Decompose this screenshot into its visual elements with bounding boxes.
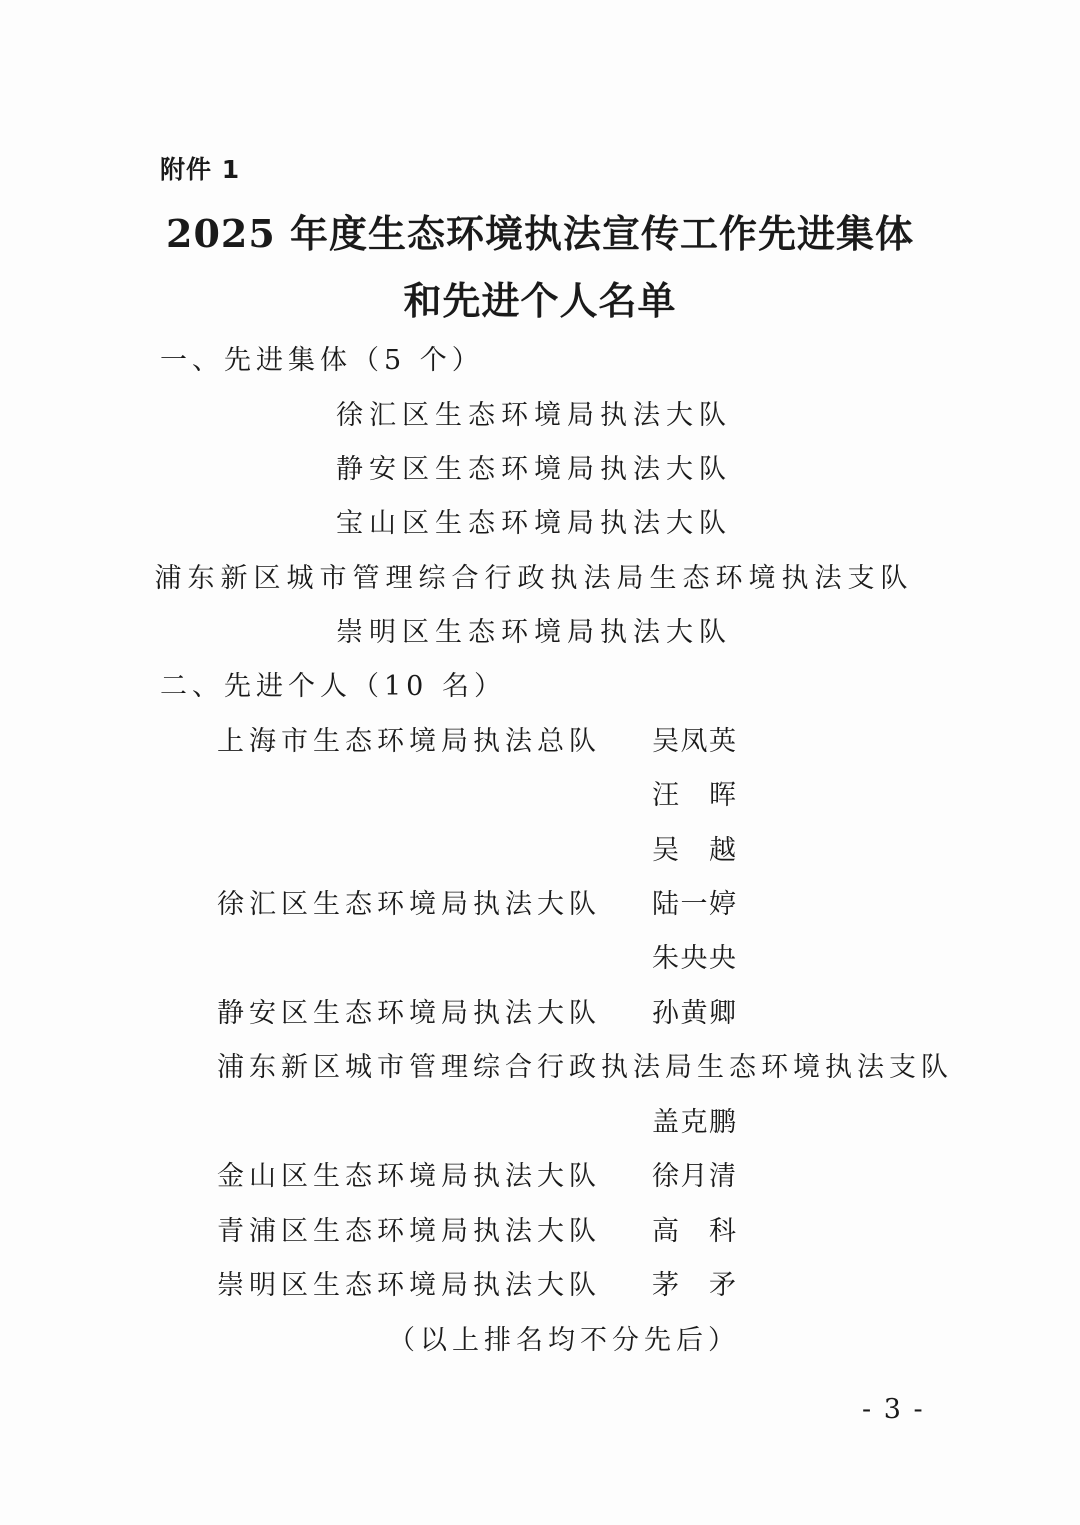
individual-unit: 静安区生态环境局执法大队 (217, 998, 601, 1029)
individual-name: 孙 黄 卿 (652, 998, 736, 1029)
collective-item: 浦东新区城市管理综合行政执法局生态环境执法支队 (154, 563, 914, 594)
individual-name: 盖 克 鹏 (652, 1107, 736, 1138)
collective-item: 崇明区生态环境局执法大队 (336, 617, 732, 648)
individual-name: 茅 矛 (652, 1270, 736, 1301)
individuals-heading: 二、先进个人（10 名） (160, 671, 506, 702)
individual-unit: 青浦区生态环境局执法大队 (217, 1216, 601, 1247)
document-title-line-1: 2025 年度生态环境执法宣传工作先进集体 (166, 211, 914, 256)
collective-item: 宝山区生态环境局执法大队 (336, 508, 732, 539)
collective-item: 静安区生态环境局执法大队 (336, 454, 732, 485)
individual-name: 徐 月 清 (652, 1161, 736, 1192)
individual-unit: 崇明区生态环境局执法大队 (217, 1270, 601, 1301)
individual-name: 汪 晖 (652, 780, 736, 811)
collectives-heading: 一、先进集体（5 个） (160, 345, 484, 376)
document-title-line-2: 和先进个人名单 (403, 278, 677, 323)
individual-name: 陆 一 婷 (652, 889, 736, 920)
individual-unit: 金山区生态环境局执法大队 (217, 1161, 601, 1192)
ranking-note: （以上排名均不分先后） (388, 1325, 740, 1356)
individual-name: 吴 越 (652, 835, 736, 866)
attachment-label: 附件 1 (160, 155, 241, 184)
individual-name: 吴 凤 英 (652, 726, 736, 757)
collective-item: 徐汇区生态环境局执法大队 (336, 400, 732, 431)
individual-name: 高 科 (652, 1216, 736, 1247)
individual-unit: 徐汇区生态环境局执法大队 (217, 889, 601, 920)
individual-unit: 上海市生态环境局执法总队 (217, 726, 601, 757)
individual-name: 朱 央 央 (652, 943, 736, 974)
page-number: - 3 - (862, 1394, 925, 1425)
individual-unit: 浦东新区城市管理综合行政执法局生态环境执法支队 (217, 1052, 953, 1083)
